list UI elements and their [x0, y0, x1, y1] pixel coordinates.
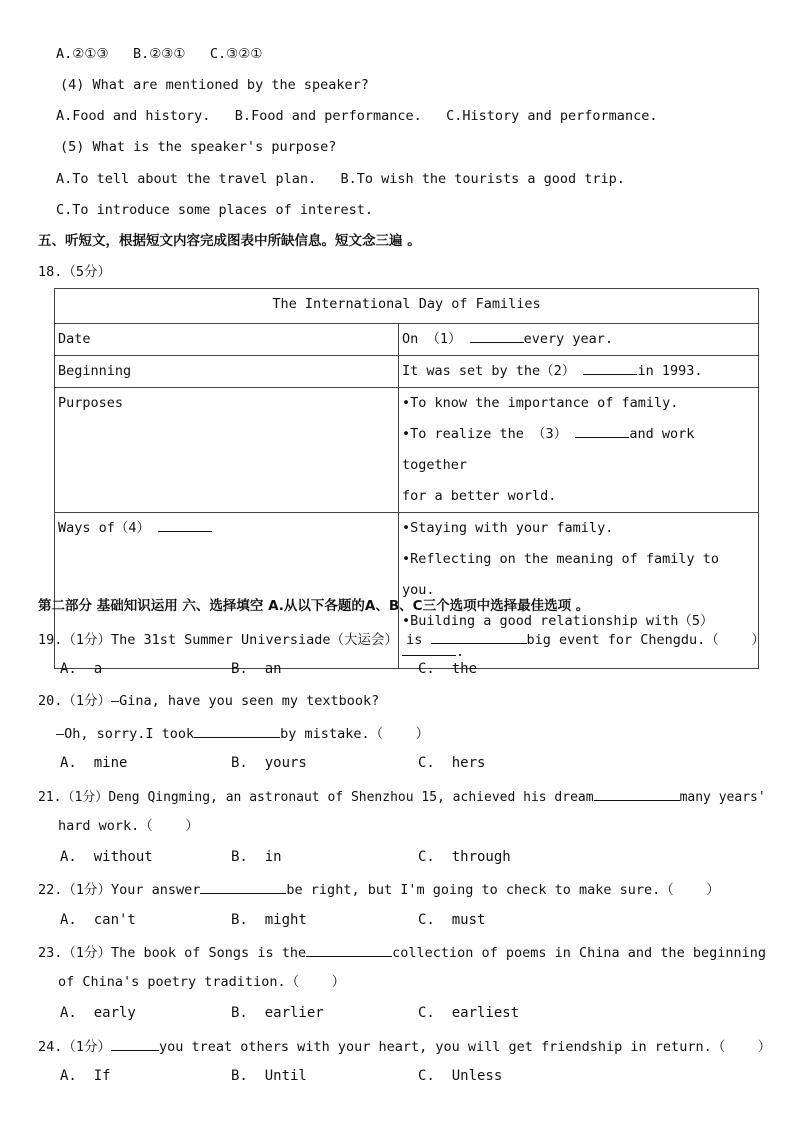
purpose-line-2-tail: and work together	[402, 426, 695, 473]
table-row	[55, 356, 759, 388]
table-cell-beginning-value	[399, 356, 759, 388]
q22-option-b[interactable]: B. might	[231, 912, 307, 928]
question-number: 21.（1分）	[38, 790, 109, 805]
q17-4-options: A.Food and history. B.Food and performance. C.History and performance.	[56, 108, 658, 124]
ways-line-3-tail: .	[456, 644, 465, 660]
answer-blank[interactable]	[594, 786, 680, 801]
ways-line-2: •Reflecting on the meaning of family to you.	[402, 551, 719, 598]
q22-option-a[interactable]: A. can't	[60, 912, 136, 928]
q17-4-stem: (4) What are mentioned by the speaker?	[60, 77, 369, 93]
table-title: The International Day of Families	[55, 289, 759, 324]
row-text: every year.	[523, 331, 614, 347]
q19-stem	[38, 629, 765, 649]
purpose-line-3: for a better world.	[402, 488, 557, 504]
ways-line-1: •Staying with your family.	[402, 520, 614, 536]
q22-option-c[interactable]: C. must	[418, 912, 486, 928]
question-text: be right, but I'm going to check to make sure.（ ）	[286, 882, 720, 898]
answer-blank[interactable]	[194, 723, 280, 738]
row-text: On （1）	[402, 331, 462, 347]
q24-option-a[interactable]: A. If	[60, 1068, 111, 1084]
q17-5-stem: (5) What is the speaker's purpose?	[60, 139, 337, 155]
q23-stem	[38, 942, 766, 962]
q23-option-b[interactable]: B. earlier	[231, 1005, 324, 1021]
row-text: It was set by the（2）	[402, 363, 576, 379]
q23-stem-line2: of China's poetry tradition.（ ）	[58, 974, 346, 990]
question-number: 24.（1分）	[38, 1039, 112, 1055]
q18-label: 18.（5分）	[38, 264, 112, 280]
question-text: Deng Qingming, an astronaut of Shenzhou 15, achieved his dream	[108, 790, 594, 805]
q19-option-a[interactable]: A. a	[60, 661, 103, 677]
table-cell-beginning: Beginning	[55, 356, 399, 388]
answer-blank-2[interactable]	[583, 360, 637, 375]
q19-option-b[interactable]: B. an	[231, 661, 282, 677]
q22-stem	[38, 879, 720, 899]
q17-5-options-line2: C.To introduce some places of interest.	[56, 202, 373, 218]
q20-stem	[38, 692, 379, 710]
q19-option-c[interactable]: C. the	[418, 661, 478, 677]
q17-3-options: A.②①③ B.②③① C.③②①	[56, 46, 263, 62]
question-text: by mistake.（ ）	[280, 726, 430, 742]
answer-blank[interactable]	[431, 629, 527, 644]
q17-5-options-line1: A.To tell about the travel plan. B.To wish the tourists a good trip.	[56, 171, 625, 187]
q20-option-b[interactable]: B. yours	[231, 755, 307, 771]
section5-heading: 五、听短文，根据短文内容完成图表中所缺信息。短文念三遍 。	[38, 233, 421, 249]
answer-blank-1[interactable]	[470, 328, 524, 343]
table-cell-purposes-value	[399, 388, 759, 513]
q23-option-c[interactable]: C. earliest	[418, 1005, 520, 1021]
q24-option-c[interactable]: C. Unless	[418, 1068, 503, 1084]
answer-blank[interactable]	[200, 879, 286, 894]
question-number: 23.（1分）	[38, 945, 112, 961]
question-text: you treat others with your heart, you will get friendship in return.（ ）	[159, 1039, 772, 1055]
table-row	[55, 388, 759, 513]
question-text: The book of Songs is the	[111, 945, 307, 961]
purpose-line-2: •To realize the （3）	[402, 426, 568, 442]
q21-option-a[interactable]: A. without	[60, 849, 153, 865]
table-cell-date-value	[399, 324, 759, 356]
part2-heading: 第二部分 基础知识运用 六、选择填空 A.从以下各题的A、B、C三个选项中选择最佳选项 。	[38, 598, 590, 614]
ways-line-3: •Building a good relationship with（5）	[402, 613, 714, 629]
q21-stem	[38, 786, 766, 807]
question-number: 22.（1分）	[38, 882, 112, 898]
question-text: —Oh, sorry.I took	[56, 726, 195, 742]
q20-option-c[interactable]: C. hers	[418, 755, 486, 771]
question-text: collection of poems in China and the beginning	[392, 945, 766, 961]
q20-stem-line2	[56, 723, 429, 743]
question-text: big event for Chengdu.（ ）	[526, 632, 765, 648]
table-cell-date: Date	[55, 324, 399, 356]
q21-option-b[interactable]: B. in	[231, 849, 282, 865]
table-row	[55, 324, 759, 356]
purpose-line-1: •To know the importance of family.	[402, 395, 679, 411]
q21-option-c[interactable]: C. through	[418, 849, 511, 865]
question-number: 20.（1分）	[38, 693, 112, 709]
answer-blank[interactable]	[111, 1036, 159, 1051]
q24-option-b[interactable]: B. Until	[231, 1068, 307, 1084]
answer-blank-4[interactable]	[158, 517, 212, 532]
question-text: Your answer	[111, 882, 201, 898]
q20-option-a[interactable]: A. mine	[60, 755, 128, 771]
q23-option-a[interactable]: A. early	[60, 1005, 136, 1021]
q24-stem	[38, 1036, 771, 1056]
question-text: many years'	[679, 790, 766, 805]
question-number: 19.（1分）	[38, 632, 112, 648]
question-text: The 31st Summer Universiade（大运会） is	[111, 632, 423, 648]
ways-label: Ways of（4）	[58, 520, 151, 536]
question-text: —Gina, have you seen my textbook?	[111, 693, 380, 709]
table-cell-purposes: Purposes	[55, 388, 399, 513]
row-text: in 1993.	[637, 363, 703, 379]
answer-blank[interactable]	[306, 942, 392, 957]
q21-stem-line2: hard work.（ ）	[58, 818, 199, 834]
answer-blank-3[interactable]	[575, 423, 629, 438]
